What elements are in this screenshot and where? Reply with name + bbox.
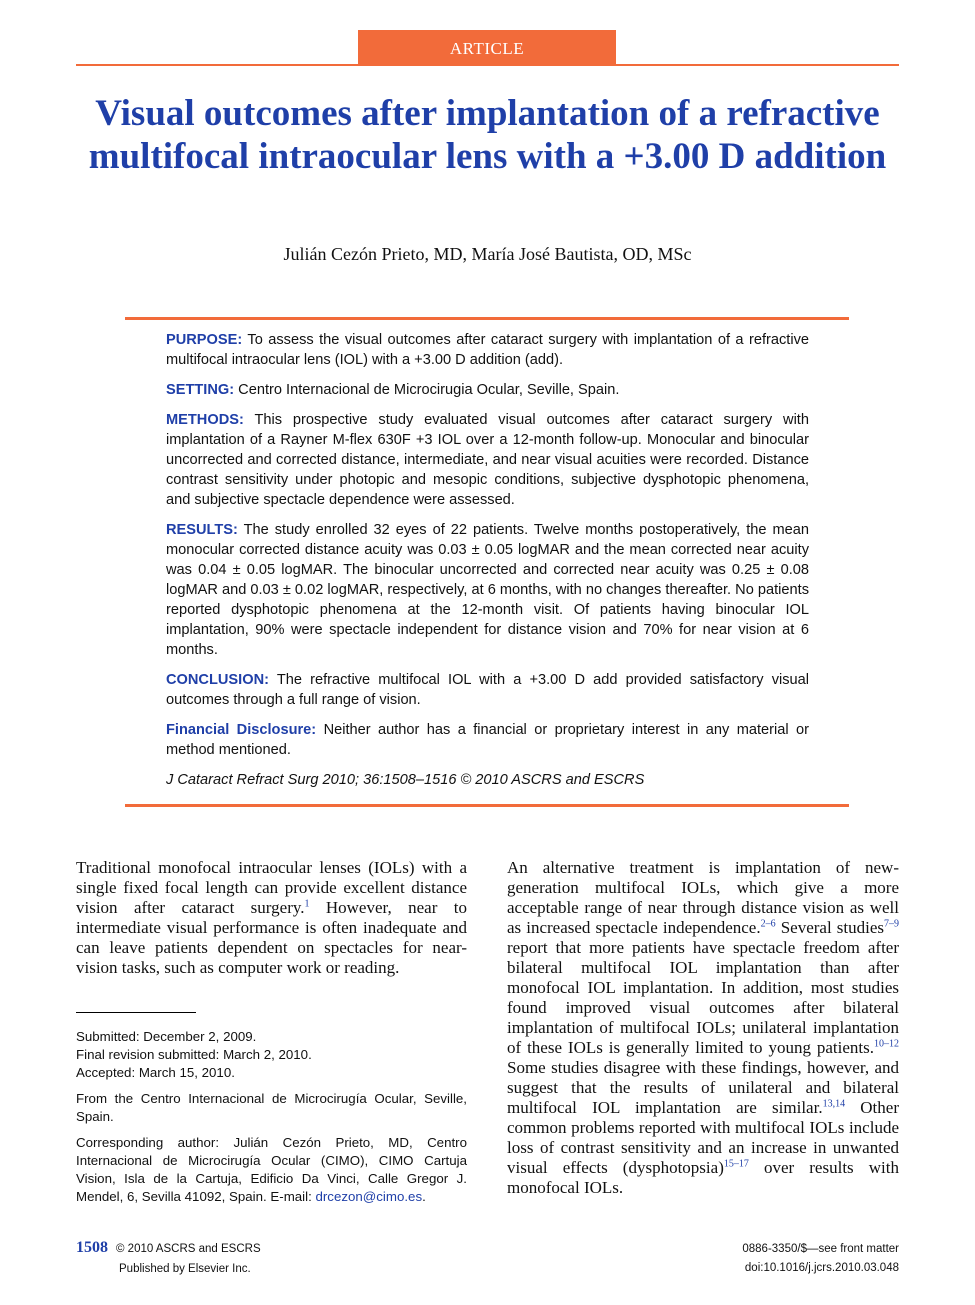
setting-text: Centro Internacional de Microcirugia Ocular, Seville, Spain.	[238, 382, 620, 398]
body-text: over results with monofocal IOLs.	[507, 1158, 899, 1197]
disclosure-label: Financial Disclosure:	[166, 722, 317, 738]
reference-link[interactable]: 1	[304, 898, 310, 910]
conclusion-label: CONCLUSION:	[166, 672, 269, 688]
footer-right	[742, 1240, 899, 1278]
purpose-label: PURPOSE:	[166, 332, 243, 348]
methods-text: This prospective study evaluated visual outcomes after cataract surgery with implantation of a Rayner M-flex 630F +3 IOL over a 12-month follow-up. Monocular and binocular uncorrected and corrected distance, intermediate, and near visual acuities were recorded. Distance contrast sensitivity under photopic and mesopic conditions, subjective dysphotopic phenomena, and subjective spectacle dependence were assessed.	[166, 412, 809, 508]
abstract-top-rule	[125, 317, 849, 320]
issn: 0886-3350/$—see front matter	[742, 1243, 899, 1255]
publisher: Published by Elsevier Inc.	[119, 1263, 251, 1275]
body-column-right	[507, 858, 899, 1198]
dates	[76, 1028, 467, 1082]
reference-link[interactable]: 2–6	[760, 918, 776, 930]
body-text: report that more patients have spectacle freedom after bilateral multifocal IOL implantation than after monofocal IOL implantation. In addition, most studies found improved visual outcomes after bilateral implantation of multifocal IOLs; unilateral implantation of these IOLs is generally limited to young patients.	[507, 938, 899, 1057]
accepted-date: Accepted: March 15, 2010.	[76, 1065, 235, 1080]
abstract-results	[166, 520, 809, 660]
footnotes	[76, 1028, 467, 1214]
reference-link[interactable]: 10–12	[874, 1038, 899, 1050]
reference-link[interactable]: 13,14	[822, 1098, 846, 1110]
doi[interactable]: doi:10.1016/j.jcrs.2010.03.048	[744, 1262, 899, 1274]
page-number: 1508	[76, 1239, 108, 1256]
results-label: RESULTS:	[166, 522, 238, 538]
article-type-tag: ARTICLE	[358, 30, 616, 66]
body-text: Other common problems reported with multifocal IOLs include loss of contrast sensitivity and an increase in unwanted visual effects (dysphotopsia)	[507, 1098, 899, 1177]
body-text: Traditional monofocal intraocular lenses (IOLs) with a single fixed focal length can provide excellent distance vision after cataract surgery.	[76, 858, 467, 917]
submitted-date: Submitted: December 2, 2009.	[76, 1029, 257, 1044]
footnote-rule	[76, 1012, 196, 1013]
abstract-purpose	[166, 330, 809, 370]
setting-label: SETTING:	[166, 382, 235, 398]
results-text: The study enrolled 32 eyes of 22 patients. Twelve months postoperatively, the mean monocular corrected distance acuity was 0.03 ± 0.05 logMAR and the mean corrected near acuity was 0.04 ± 0.05 logMAR. The binocular uncorrected and corrected near acuity was 0.25 ± 0.08 logMAR and 0.03 ± 0.02 logMAR, respectively, at 6 months, with no changes thereafter. No patients reported dysphotopic phenomena at the 12-month visit. Of patients having binocular IOL implantation, 90% were spectacle independent for distance vision and 70% for near vision at 6 months.	[166, 522, 809, 658]
body-text: However, near to intermediate visual performance is often inadequate and can leave patients dependent on spectacles for near-vision tasks, such as computer work or reading.	[76, 898, 467, 977]
disclosure-text: Neither author has a financial or proprietary interest in any material or method mentioned.	[166, 722, 809, 758]
reference-link[interactable]: 15–17	[723, 1158, 749, 1170]
abstract-methods	[166, 410, 809, 510]
corresponding-author	[76, 1134, 467, 1206]
abstract-setting	[166, 380, 809, 400]
abstract-conclusion	[166, 670, 809, 710]
corresponding-text: Corresponding author: Julián Cezón Prieto, MD, Centro Internacional de Microcirugía Ocular (CIMO), CIMO Cartuja Vision, Isla de la Cartuja, Edificio Da Vinci, Calle Gregor J. Mendel, 6, Sevilla 41092, Spain. E-mail:	[76, 1135, 467, 1204]
abstract-disclosure	[166, 720, 809, 760]
conclusion-text: The refractive multifocal IOL with a +3.00 D add provided satisfactory visual outcomes through a full range of vision.	[166, 672, 810, 708]
abstract	[166, 330, 809, 800]
copyright: © 2010 ASCRS and ESCRS	[116, 1243, 261, 1255]
body-text: An alternative treatment is implantation of new-generation multifocal IOLs, which give a more acceptable range of near through distance vision as well as increased spectacle independence.	[507, 858, 899, 937]
header-rule	[76, 64, 899, 66]
body-text: Some studies disagree with these findings, however, and suggest that the results of unilateral and bilateral multifocal IOL implantation are similar.	[507, 1058, 899, 1117]
affiliation: From the Centro Internacional de Microcirugía Ocular, Seville, Spain.	[76, 1091, 467, 1124]
footer-left	[76, 1238, 261, 1279]
authors: Julián Cezón Prieto, MD, María José Bautista, OD, MSc	[283, 244, 692, 264]
revised-date: Final revision submitted: March 2, 2010.	[76, 1047, 312, 1062]
period: .	[422, 1189, 426, 1204]
body-text: Several studies	[775, 918, 884, 937]
methods-label: METHODS:	[166, 412, 244, 428]
abstract-bottom-rule	[125, 804, 849, 807]
body-column-left	[76, 858, 467, 978]
email-link[interactable]: drcezon@cimo.es	[315, 1189, 423, 1204]
purpose-text: To assess the visual outcomes after cataract surgery with implantation of a refractive multifocal intraocular lens (IOL) with a +3.00 D addition (add).	[166, 332, 809, 368]
article-title: Visual outcomes after implantation of a refractive multifocal intraocular lens with a +3.00 D addition	[88, 93, 887, 177]
journal-citation: J Cataract Refract Surg 2010; 36:1508–1516 © 2010 ASCRS and ESCRS	[166, 772, 645, 788]
reference-link[interactable]: 7–9	[884, 918, 899, 930]
